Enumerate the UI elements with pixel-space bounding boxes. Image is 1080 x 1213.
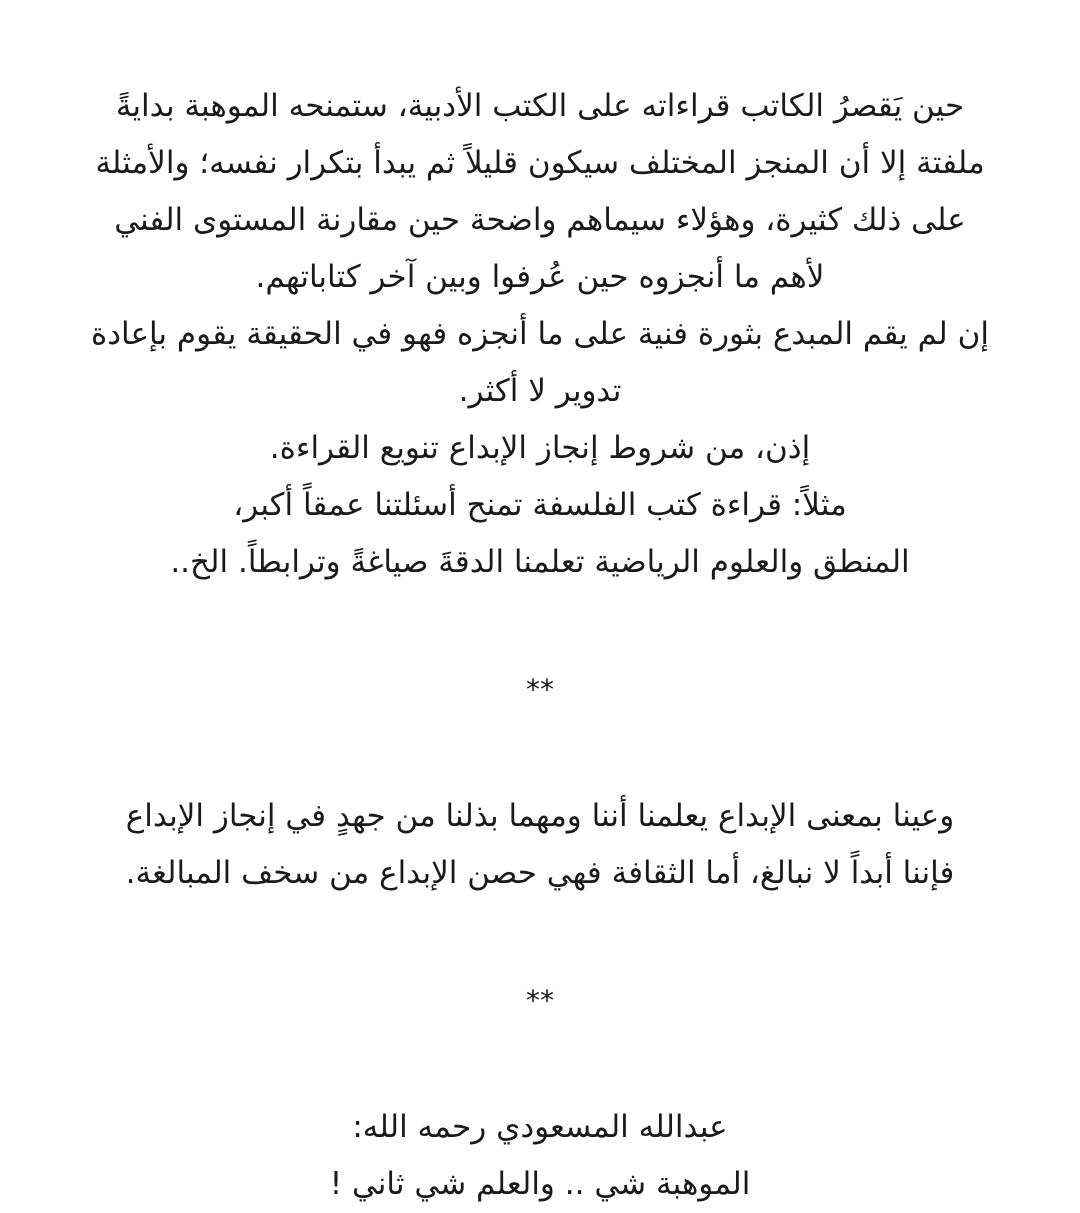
section-separator: ** <box>526 673 554 706</box>
text-line: على ذلك كثيرة، وهؤلاء سيماهم واضحة حين مقارنة المستوى الفني <box>114 202 966 238</box>
text-line: المنطق والعلوم الرياضية تعلمنا الدقةَ صياغةً وترابطاً. الخ.. <box>170 544 910 580</box>
text-line: تدوير لا أكثر. <box>458 373 622 409</box>
text-line: لأهم ما أنجزوه حين عُرفوا وبين آخر كتاباتهم. <box>255 259 825 295</box>
text-line: إن لم يقم المبدع بثورة فنية على ما أنجزه فهو في الحقيقة يقوم بإعادة <box>91 316 989 352</box>
text-line: وعينا بمعنى الإبداع يعلمنا أننا ومهما بذلنا من جهدٍ في إنجاز الإبداع <box>125 798 955 834</box>
quote-text: الموهبة شي .. والعلم شي ثاني ! <box>329 1166 751 1202</box>
text-line: ملفتة إلا أن المنجز المختلف سيكون قليلاً ثم يبدأ بتكرار نفسه؛ والأمثلة <box>95 145 985 181</box>
paragraph-awareness <box>36 788 1044 902</box>
quote-author: عبدالله المسعودي رحمه الله: <box>352 1109 728 1145</box>
section-separator: ** <box>526 984 554 1017</box>
text-line: مثلاً: قراءة كتب الفلسفة تمنح أسئلتنا عمقاً أكبر، <box>233 487 847 523</box>
paragraph-reading-diversity <box>36 78 1044 591</box>
text-line: إذن، من شروط إنجاز الإبداع تنويع القراءة. <box>269 430 811 466</box>
text-line: حين يَقصرُ الكاتب قراءاته على الكتب الأدبية، ستمنحه الموهبة بدايةً <box>115 88 965 124</box>
spacer <box>36 1029 1044 1099</box>
spacer <box>36 591 1044 661</box>
text-line: فإننا أبداً لا نبالغ، أما الثقافة فهي حصن الإبداع من سخف المبالغة. <box>125 855 955 891</box>
spacer <box>36 902 1044 972</box>
spacer <box>36 718 1044 788</box>
quote-block <box>36 1099 1044 1213</box>
